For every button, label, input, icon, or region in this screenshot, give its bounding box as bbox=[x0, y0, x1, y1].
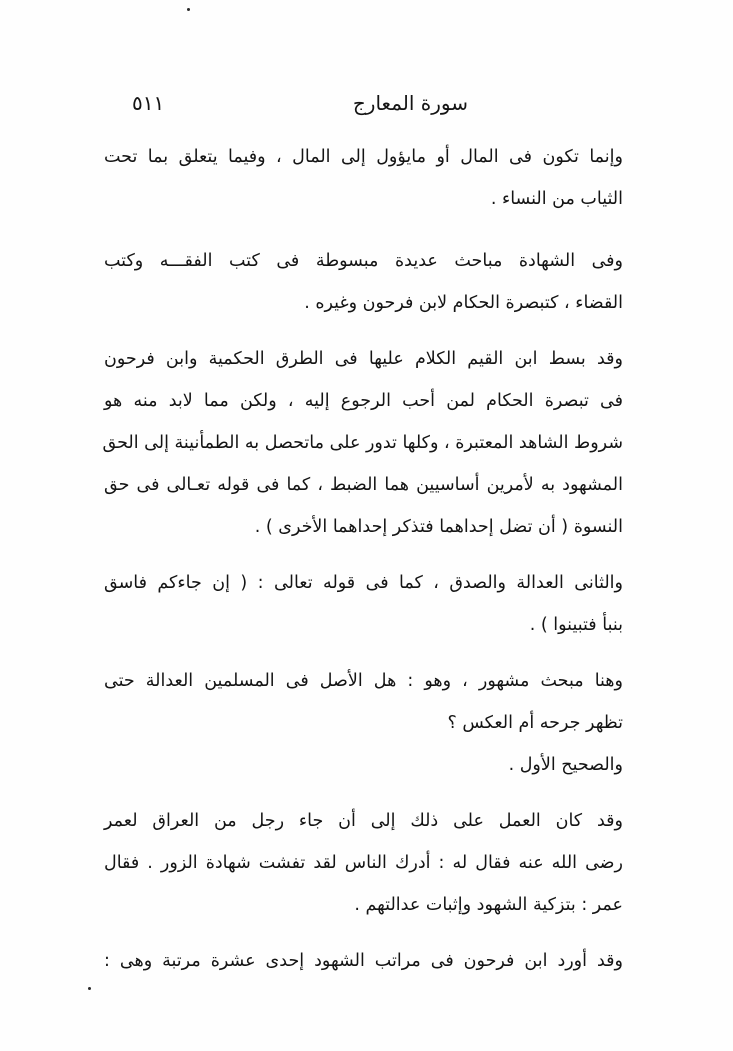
running-title: سورة المعارج bbox=[352, 91, 468, 115]
scan-speck bbox=[187, 8, 190, 11]
body-text bbox=[104, 136, 623, 982]
text-line: الثياب من النساء . bbox=[490, 189, 623, 209]
text-line: شروط الشاهد المعتبرة ، وكلها تدور على ماتحصل به الطمأنينة إلى الحق bbox=[102, 433, 623, 453]
scan-speck bbox=[88, 987, 91, 990]
text-line: وقد كان العمل على ذلك إلى أن جاء رجل من العراق لعمر bbox=[104, 811, 623, 831]
text-line: والثانى العدالة والصدق ، كما فى قوله تعالى : ( إن جاءكم فاسق bbox=[104, 573, 623, 593]
text-line: بنبأ فتبينوا ) . bbox=[529, 615, 623, 635]
text-line: النسوة ( أن تضل إحداهما فتذكر إحداهما الأخرى ) . bbox=[254, 517, 623, 537]
paragraph bbox=[104, 338, 623, 548]
text-line: المشهود به لأمرين أساسيين هما الضبط ، كما فى قوله تعـالى فى حق bbox=[104, 475, 623, 495]
page-header bbox=[118, 86, 638, 126]
text-line: القضاء ، كتبصرة الحكام لابن فرحون وغيره . bbox=[304, 293, 623, 313]
page-number: ٥١١ bbox=[132, 91, 165, 115]
text-line: عمر : بتزكية الشهود وإثبات عدالتهم . bbox=[354, 895, 623, 915]
text-line: وهنا مبحث مشهور ، وهو : هل الأصل فى المسلمين العدالة حتى bbox=[104, 671, 623, 691]
paragraph bbox=[104, 660, 623, 786]
text-line: تظهر جرحه أم العكس ؟ bbox=[447, 713, 623, 733]
text-line: وقد بسط ابن القيم الكلام عليها فى الطرق الحكمية وابن فرحون bbox=[104, 349, 623, 369]
paragraph bbox=[104, 136, 623, 220]
text-line: وفى الشهادة مباحث عديدة مبسوطة فى كتب الفقـــه وكتب bbox=[104, 251, 623, 271]
text-line: رضى الله عنه فقال له : أدرك الناس لقد تفشت شهادة الزور . فقال bbox=[104, 853, 623, 873]
text-line: وقد أورد ابن فرحون فى مراتب الشهود إحدى عشرة مرتبة وهى : bbox=[104, 951, 623, 971]
text-line: وإنما تكون فى المال أو مايؤول إلى المال ، وفيما يتعلق بما تحت bbox=[104, 147, 623, 167]
text-line: والصحيح الأول . bbox=[508, 755, 623, 775]
paragraph bbox=[104, 940, 623, 982]
paragraph bbox=[104, 240, 623, 324]
paragraph bbox=[104, 562, 623, 646]
paragraph bbox=[104, 800, 623, 926]
text-line: فى تبصرة الحكام لمن أحب الرجوع إليه ، ولكن مما لابد منه هو bbox=[104, 391, 623, 411]
